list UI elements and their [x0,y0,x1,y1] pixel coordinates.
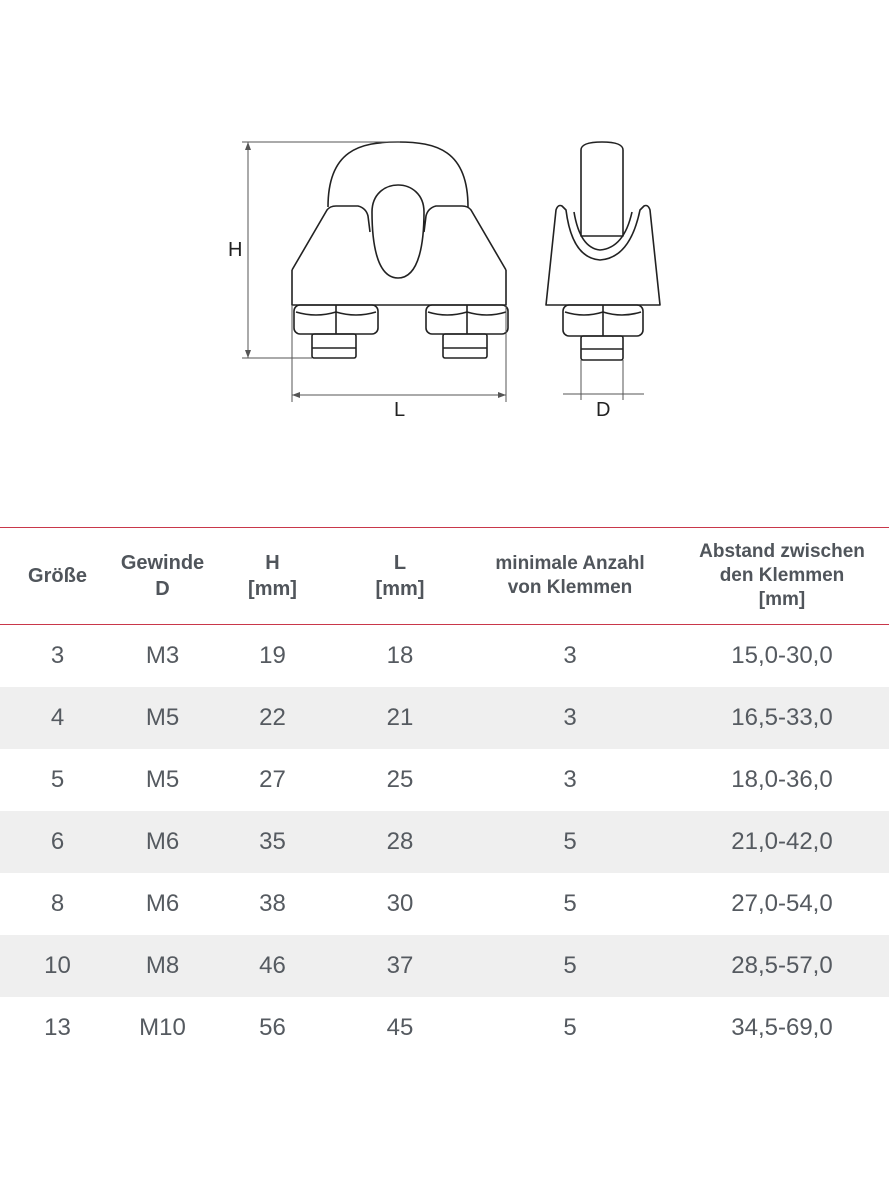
dimension-lines [242,142,644,402]
cell-size: 13 [44,1014,71,1041]
cell-height: 35 [210,811,335,873]
table-row [0,935,889,997]
cell-height: 38 [259,890,286,917]
cell-height: 46 [210,935,335,997]
cell-min-clamps: 3 [465,687,675,749]
diameter-dimension-label: D [596,399,611,421]
cell-size: 3 [50,642,65,669]
cell-min-clamps: 3 [563,642,577,669]
cell-height: 56 [259,1014,286,1041]
cell-length: 25 [386,766,414,793]
cell-spacing: 21,0-42,0 [675,811,889,873]
header-length: L [mm] [335,528,465,625]
cell-spacing: 27,0-54,0 [731,890,833,917]
header-height: H [mm] [210,528,335,625]
cell-min-clamps: 5 [563,890,577,917]
specification-table [0,527,889,1059]
cell-height: 22 [210,687,335,749]
cell-length: 18 [386,642,414,669]
table-row [0,811,889,873]
cell-thread: M6 [145,890,180,917]
header-spacing: Abstand zwischen den Klemmen [mm] [675,528,889,625]
cell-spacing: 18,0-36,0 [731,766,833,793]
header-min-clamps: minimale Anzahl von Klemmen [465,528,675,625]
cell-min-clamps: 5 [563,1014,577,1041]
cell-height: 19 [259,642,286,669]
length-dimension-label: L [394,399,406,421]
cell-spacing: 16,5-33,0 [675,687,889,749]
header-size: Größe [0,528,115,625]
cell-length: 45 [386,1014,414,1041]
cell-length: 30 [386,890,414,917]
header-thread: Gewinde D [115,528,210,625]
cell-size: 10 [0,935,115,997]
table-row [0,873,889,935]
cell-length: 28 [335,811,465,873]
cell-spacing: 15,0-30,0 [731,642,833,669]
table-row [0,997,889,1059]
cell-size: 8 [50,890,65,917]
table-row [0,687,889,749]
cell-size: 4 [0,687,115,749]
cell-length: 21 [335,687,465,749]
height-dimension-label: H [228,239,243,261]
front-view [292,142,508,358]
cell-length: 37 [335,935,465,997]
cell-min-clamps: 3 [563,766,577,793]
wire-rope-clip-drawing [0,0,889,470]
cell-thread: M10 [139,1014,186,1041]
cell-min-clamps: 5 [465,811,675,873]
cell-thread: M8 [115,935,210,997]
cell-size: 6 [0,811,115,873]
side-view [546,142,660,360]
dimension-arrows [245,142,506,398]
table-row [0,625,889,688]
cell-thread: M3 [145,642,180,669]
cell-spacing: 28,5-57,0 [675,935,889,997]
cell-height: 27 [259,766,286,793]
cell-thread: M5 [145,766,180,793]
table-header-row [0,528,889,625]
cell-min-clamps: 5 [465,935,675,997]
table-row [0,749,889,811]
cell-thread: M5 [115,687,210,749]
cell-thread: M6 [115,811,210,873]
cell-size: 5 [50,766,65,793]
cell-spacing: 34,5-69,0 [731,1014,833,1041]
